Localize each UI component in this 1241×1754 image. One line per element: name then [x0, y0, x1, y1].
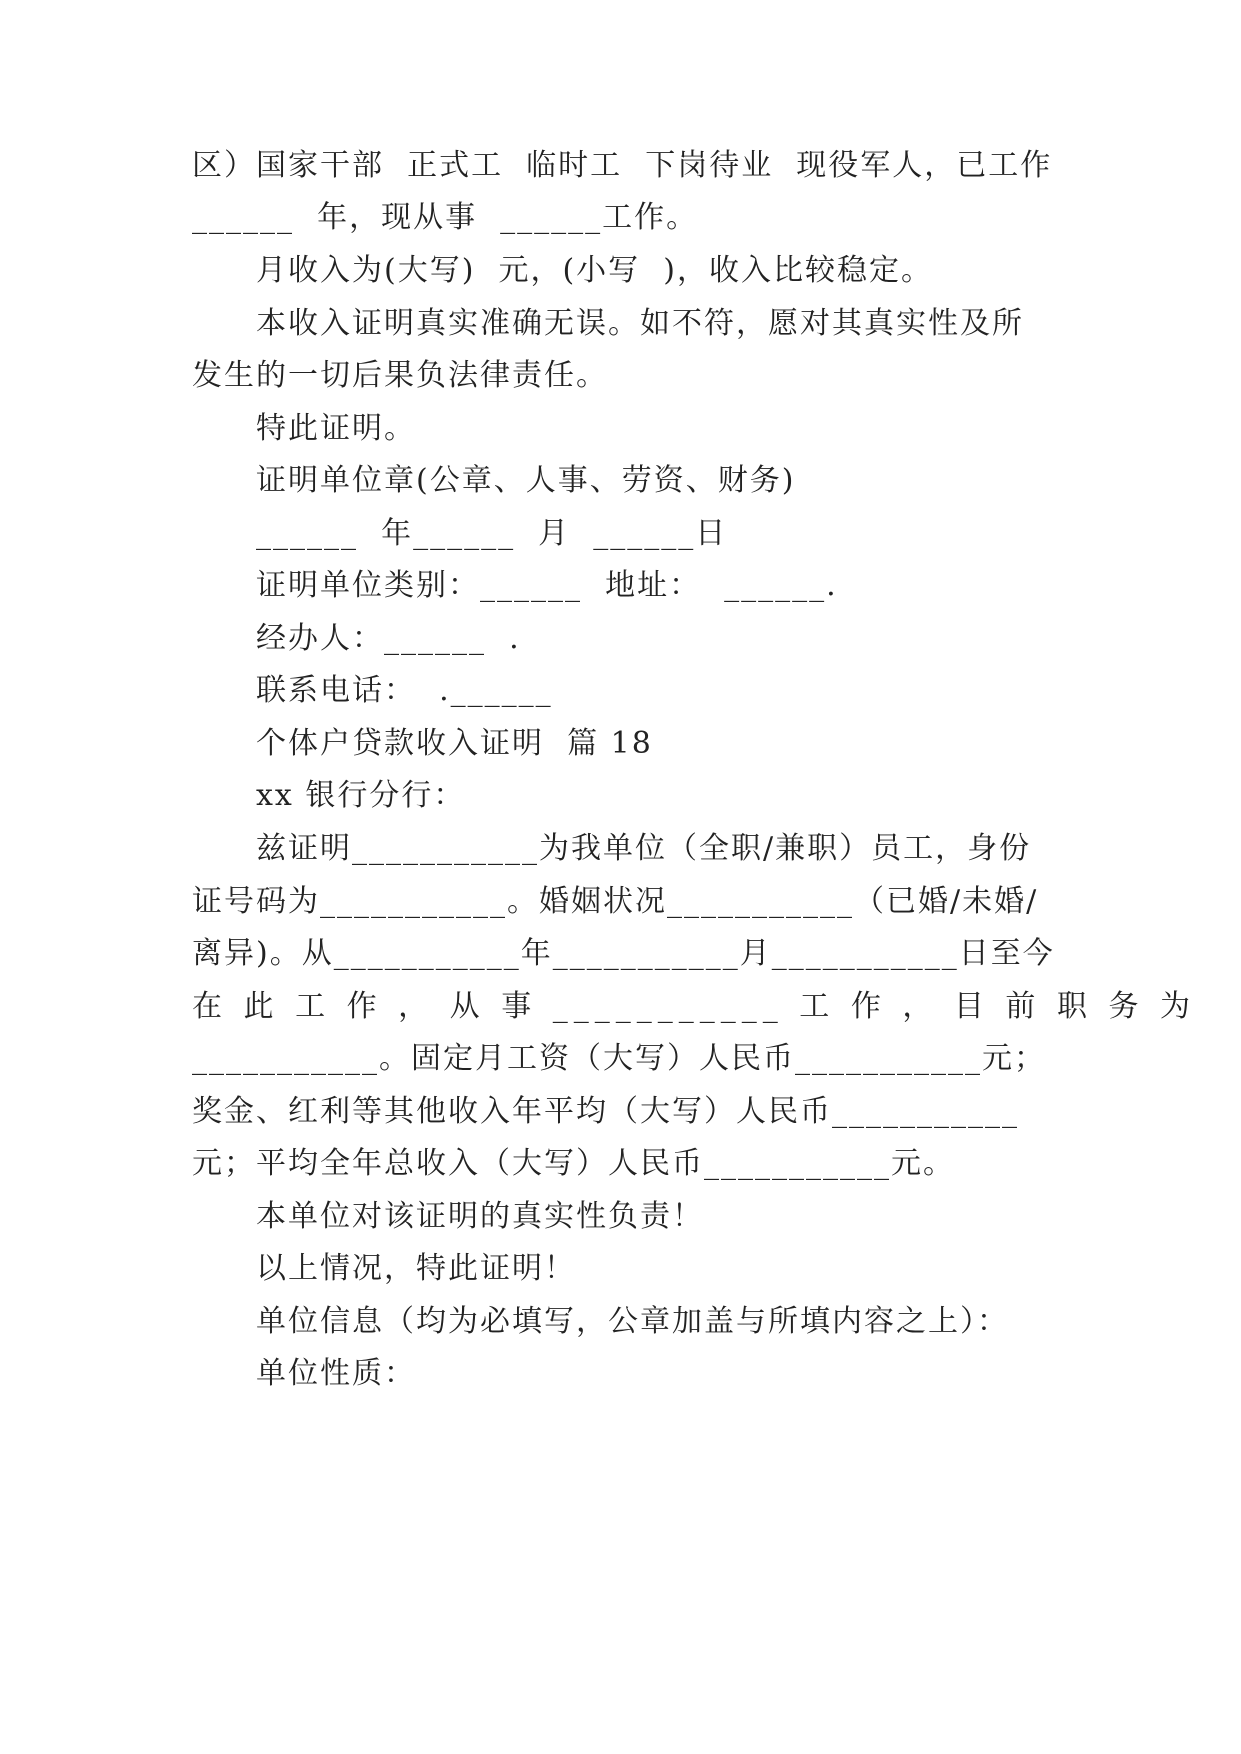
text-line: 证明单位章(公章、人事、劳资、财务) — [256, 463, 796, 498]
text-line: 证号码为___________。婚姻状况___________（已婚/未婚/ — [192, 884, 1039, 919]
section-heading: 个体户贷款收入证明 篇 18 — [256, 726, 653, 761]
date-line: ______ 年______ 月 ______日 — [256, 516, 728, 551]
text-line: 月收入为(大写) 元，(小写 )，收入比较稳定。 — [256, 253, 933, 288]
text-line: 以上情况，特此证明！ — [256, 1251, 576, 1286]
text-line: 发生的一切后果负法律责任。 — [192, 358, 608, 393]
text-line: 兹证明___________为我单位（全职/兼职）员工，身份 — [256, 831, 1032, 866]
text-line: 特此证明。 — [256, 411, 416, 446]
text-line: 奖金、红利等其他收入年平均（大写）人民币___________ — [192, 1094, 1019, 1129]
text-line: 经办人：______ . — [256, 621, 521, 656]
text-line: ___________。固定月工资（大写）人民币___________元； — [192, 1041, 1046, 1076]
text-line: ______ 年，现从事 ______工作。 — [192, 200, 699, 235]
text-line: 证明单位类别：______ 地址： ______. — [256, 568, 838, 603]
text-line: 联系电话： .______ — [256, 673, 553, 708]
text-line: 本收入证明真实准确无误。如不符，愿对其真实性及所 — [256, 306, 1024, 341]
text-line: 元；平均全年总收入（大写）人民币___________元。 — [192, 1146, 955, 1181]
text-line: 区）国家干部 正式工 临时工 下岗待业 现役军人，已工作 — [192, 148, 1053, 183]
text-line: 离异)。从___________年___________月___________日至今 — [192, 936, 1055, 971]
text-line: 本单位对该证明的真实性负责！ — [256, 1199, 704, 1234]
text-line: 在 此 工 作 ， 从 事 ___________ 工 作 ， 目 前 职 务 为 — [192, 989, 1197, 1024]
text-line: 单位性质： — [256, 1356, 416, 1391]
text-line: 单位信息（均为必填写，公章加盖与所填内容之上）： — [256, 1304, 1009, 1339]
addressee-line: xx 银行分行： — [256, 778, 466, 813]
